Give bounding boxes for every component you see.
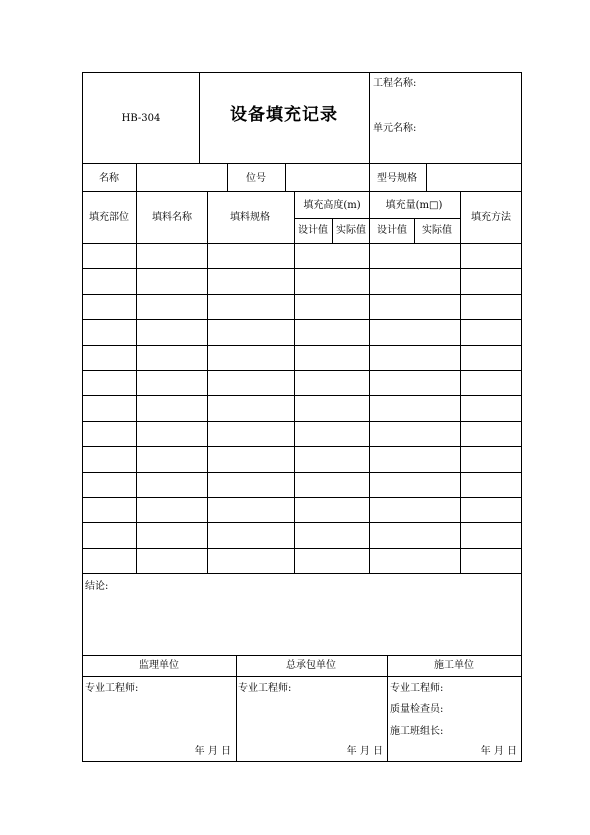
header-divider-1 <box>199 73 200 163</box>
construction-engineer-label: 专业工程师: <box>390 683 444 694</box>
position-label: 位号 <box>246 173 266 184</box>
header-bottom-line <box>83 163 521 164</box>
header-divider-2 <box>369 73 370 163</box>
name-label: 名称 <box>99 173 119 184</box>
table-row-line <box>83 370 521 371</box>
col-divider-7 <box>460 191 461 573</box>
table-row-line <box>83 497 521 498</box>
signature-divider-2 <box>387 655 388 761</box>
column-height-actual: 实际值 <box>336 225 366 236</box>
info-divider-4 <box>369 163 370 191</box>
general-contractor-title: 总承包单位 <box>286 660 336 671</box>
column-header-bottom-line <box>83 243 521 244</box>
table-row-line <box>83 294 521 295</box>
column-height-design: 设计值 <box>298 225 328 236</box>
column-material-name: 填料名称 <box>152 212 192 223</box>
info-divider-5 <box>426 163 427 191</box>
info-divider-3 <box>285 163 286 191</box>
construction-unit-title: 施工单位 <box>434 660 474 671</box>
table-row-line <box>83 548 521 549</box>
info-divider-1 <box>136 163 137 191</box>
column-volume-design: 设计值 <box>377 225 407 236</box>
table-row-line <box>83 446 521 447</box>
table-row-line <box>83 395 521 396</box>
supervisor-engineer-label: 专业工程师: <box>85 683 139 694</box>
table-row-line <box>83 472 521 473</box>
info-row-bottom-line <box>83 191 521 192</box>
column-fill-part: 填充部位 <box>89 212 129 223</box>
signature-header-line <box>83 676 521 677</box>
project-name-label: 工程名称: <box>373 78 417 89</box>
equipment-filling-record-form <box>82 72 522 762</box>
column-volume-actual: 实际值 <box>422 225 452 236</box>
general-contractor-engineer-label: 专业工程师: <box>238 683 292 694</box>
col-divider-4 <box>332 218 333 243</box>
column-material-spec: 填料规格 <box>230 212 270 223</box>
quality-inspector-label: 质量检查员: <box>390 704 444 715</box>
conclusion-label: 结论: <box>85 581 109 592</box>
column-fill-method: 填充方法 <box>471 212 511 223</box>
table-row-line <box>83 319 521 320</box>
signature-divider-1 <box>236 655 237 761</box>
form-code: HB-304 <box>121 113 161 124</box>
table-row-line <box>83 421 521 422</box>
info-divider-2 <box>227 163 228 191</box>
col-divider-5 <box>369 191 370 573</box>
col-divider-6 <box>414 218 415 243</box>
table-row-line <box>83 345 521 346</box>
form-title: 设备填充记录 <box>230 105 338 125</box>
general-contractor-date: 年 月 日 <box>346 746 383 757</box>
model-spec-label: 型号规格 <box>377 173 417 184</box>
subheader-line <box>294 218 460 219</box>
col-divider-2 <box>207 191 208 573</box>
table-row-line <box>83 573 521 574</box>
supervisor-date: 年 月 日 <box>194 746 231 757</box>
col-divider-1 <box>136 191 137 573</box>
team-leader-label: 施工班组长: <box>390 726 444 737</box>
unit-name-label: 单元名称: <box>373 123 417 134</box>
col-divider-3 <box>294 191 295 573</box>
column-fill-height: 填充高度(m) <box>303 200 361 211</box>
conclusion-bottom-line <box>83 655 521 656</box>
table-row-line <box>83 268 521 269</box>
column-fill-volume: 填充量(m□) <box>385 200 443 211</box>
table-row-line <box>83 522 521 523</box>
construction-date: 年 月 日 <box>480 746 517 757</box>
supervisor-unit-title: 监理单位 <box>139 660 179 671</box>
